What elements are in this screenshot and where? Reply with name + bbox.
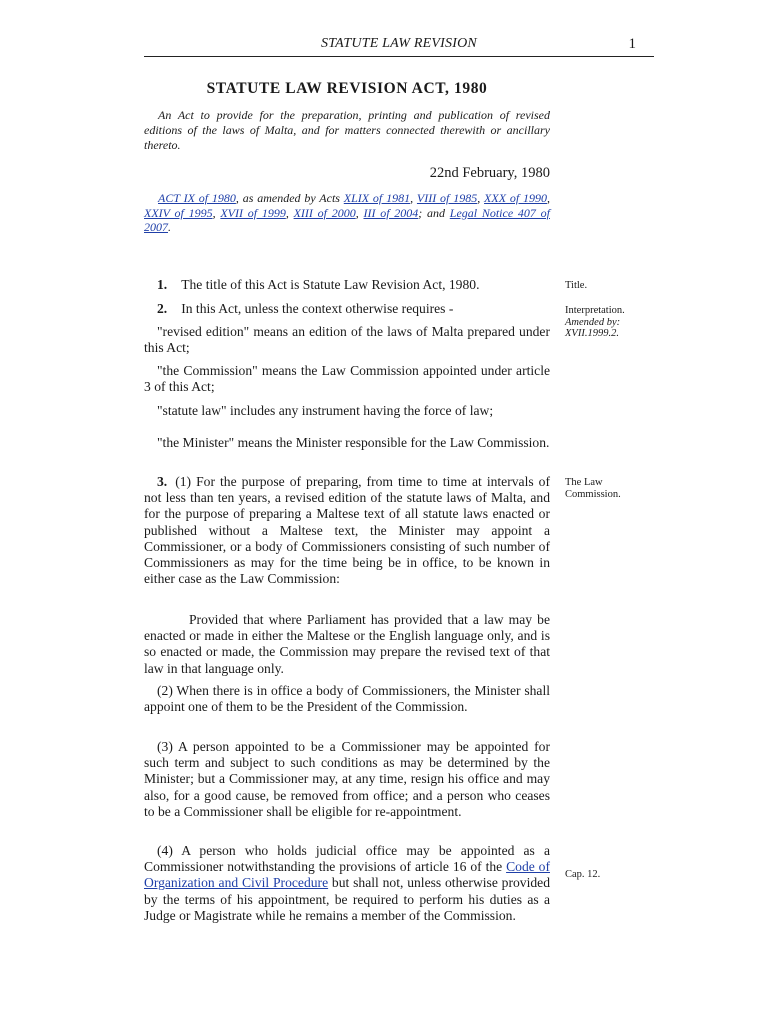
section-1 (144, 277, 550, 293)
definition-statute-law: "statute law" includes any instrument having the force of law; (157, 403, 494, 418)
amendment-link-3[interactable]: XXX of 1990 (484, 191, 548, 205)
amendment-sep: , (212, 205, 221, 220)
running-header (144, 36, 654, 57)
amendment-link-6[interactable]: XIII of 2000 (293, 205, 356, 220)
amendment-link-4[interactable]: XXIV of 1995 (144, 205, 213, 220)
amendment-sep: , (410, 191, 417, 205)
section-text: In this Act, unless the context otherwise requires - (181, 301, 454, 316)
section-text: (1) For the purpose of preparing, from time to time at intervals of not less than ten years, a revised edition of the statute laws of Malta, and for the purpose of preparing a Maltese text of all statute laws enacted or published without a Maltese text, the Minister may appoint a Commissioner, or a body of Commissioners consisting of such number of Commissioners as may for the time being be in office, to be known in either case as the Law Commission: (144, 474, 550, 587)
long-title: An Act to provide for the preparation, printing and publication of revised editions of the laws of Malta, and for matters connected therewith or ancillary thereto. (144, 108, 550, 152)
marginal-note-law-commission: The Law Commission. (565, 477, 621, 500)
section-number: 2. (157, 301, 168, 316)
marginal-interpretation: Interpretation. (565, 305, 625, 316)
subsection-text: (4) A person who holds judicial office may be appointed as a Commissioner notwithstanding the provisions of article 16 of the (144, 843, 550, 875)
running-title: STATUTE LAW REVISION (321, 36, 477, 51)
amendment-link-5[interactable]: XVII of 1999 (220, 205, 286, 220)
amendment-link-7[interactable]: III of 2004 (363, 205, 419, 220)
amendment-link-2[interactable]: VIII of 1985 (416, 191, 478, 205)
amendment-sep: , (547, 191, 551, 205)
act-link[interactable]: ACT IX of 1980 (158, 191, 236, 205)
amendment-sep: , (355, 205, 364, 220)
definition-commission: "the Commission" means the Law Commission appointed under article 3 of this Act; (144, 363, 550, 395)
amended-by-text: , as amended by Acts (235, 191, 344, 205)
section-3-subsection-1 (144, 474, 550, 587)
section-3-proviso: Provided that where Parliament has provided that a law may be enacted or made in either the Maltese or the English language only, and is so enacted or made, the Commission may prepare the revised text of that law in that language only. (144, 612, 550, 676)
amendment-link-1[interactable]: XLIX of 1981 (343, 191, 411, 205)
definition-revised-edition: "revised edition" means an edition of the laws of Malta prepared under this Act; (144, 324, 550, 356)
marginal-amended-ref: XVII.1999.2. (565, 328, 619, 339)
marginal-note-title: Title. (565, 280, 588, 291)
amendment-end: . (168, 220, 171, 234)
section-2 (144, 301, 550, 317)
definition-minister: "the Minister" means the Minister responsible for the Law Commission. (157, 435, 550, 450)
amendment-sep: , (477, 191, 485, 205)
section-3-subsection-2: (2) When there is in office a body of Commissioners, the Minister shall appoint one of them to be the President of the Commission. (144, 683, 550, 715)
marginal-note-cap: Cap. 12. (565, 869, 601, 880)
act-title: STATUTE LAW REVISION ACT, 1980 (206, 80, 488, 97)
page-number: 1 (628, 36, 636, 52)
code-of-organization-link[interactable]: Code of Organization and Civil Procedure (144, 859, 550, 891)
amendment-link-8[interactable]: Legal Notice 407 of 2007 (144, 205, 550, 234)
amendments-note (144, 191, 550, 235)
marginal-amended-by: Amended by: (565, 316, 621, 328)
subsection-text: but shall not, unless otherwise provided by the terms of his appointment, be required to perform his duties as a Judge or Magistrate while he remains a member of the Commission. (144, 875, 550, 923)
marginal-note-interpretation (565, 305, 645, 340)
act-date: 22nd February, 1980 (429, 165, 550, 181)
section-text: The title of this Act is Statute Law Revision Act, 1980. (181, 277, 480, 292)
section-3-subsection-3: (3) A person appointed to be a Commissioner may be appointed for such term and subject to such conditions as may be determined by the Minister; but a Commissioner may, at any time, resign his office and may also, for a good cause, be removed from office; and a person who ceases to be a Commissioner shall be eligible for re-appointment. (144, 739, 550, 819)
section-number: 1. (157, 277, 168, 292)
section-number: 3. (157, 474, 168, 489)
amendment-and-text: ; and (418, 205, 450, 220)
amendment-sep: , (285, 205, 294, 220)
section-3-subsection-4 (144, 843, 550, 924)
